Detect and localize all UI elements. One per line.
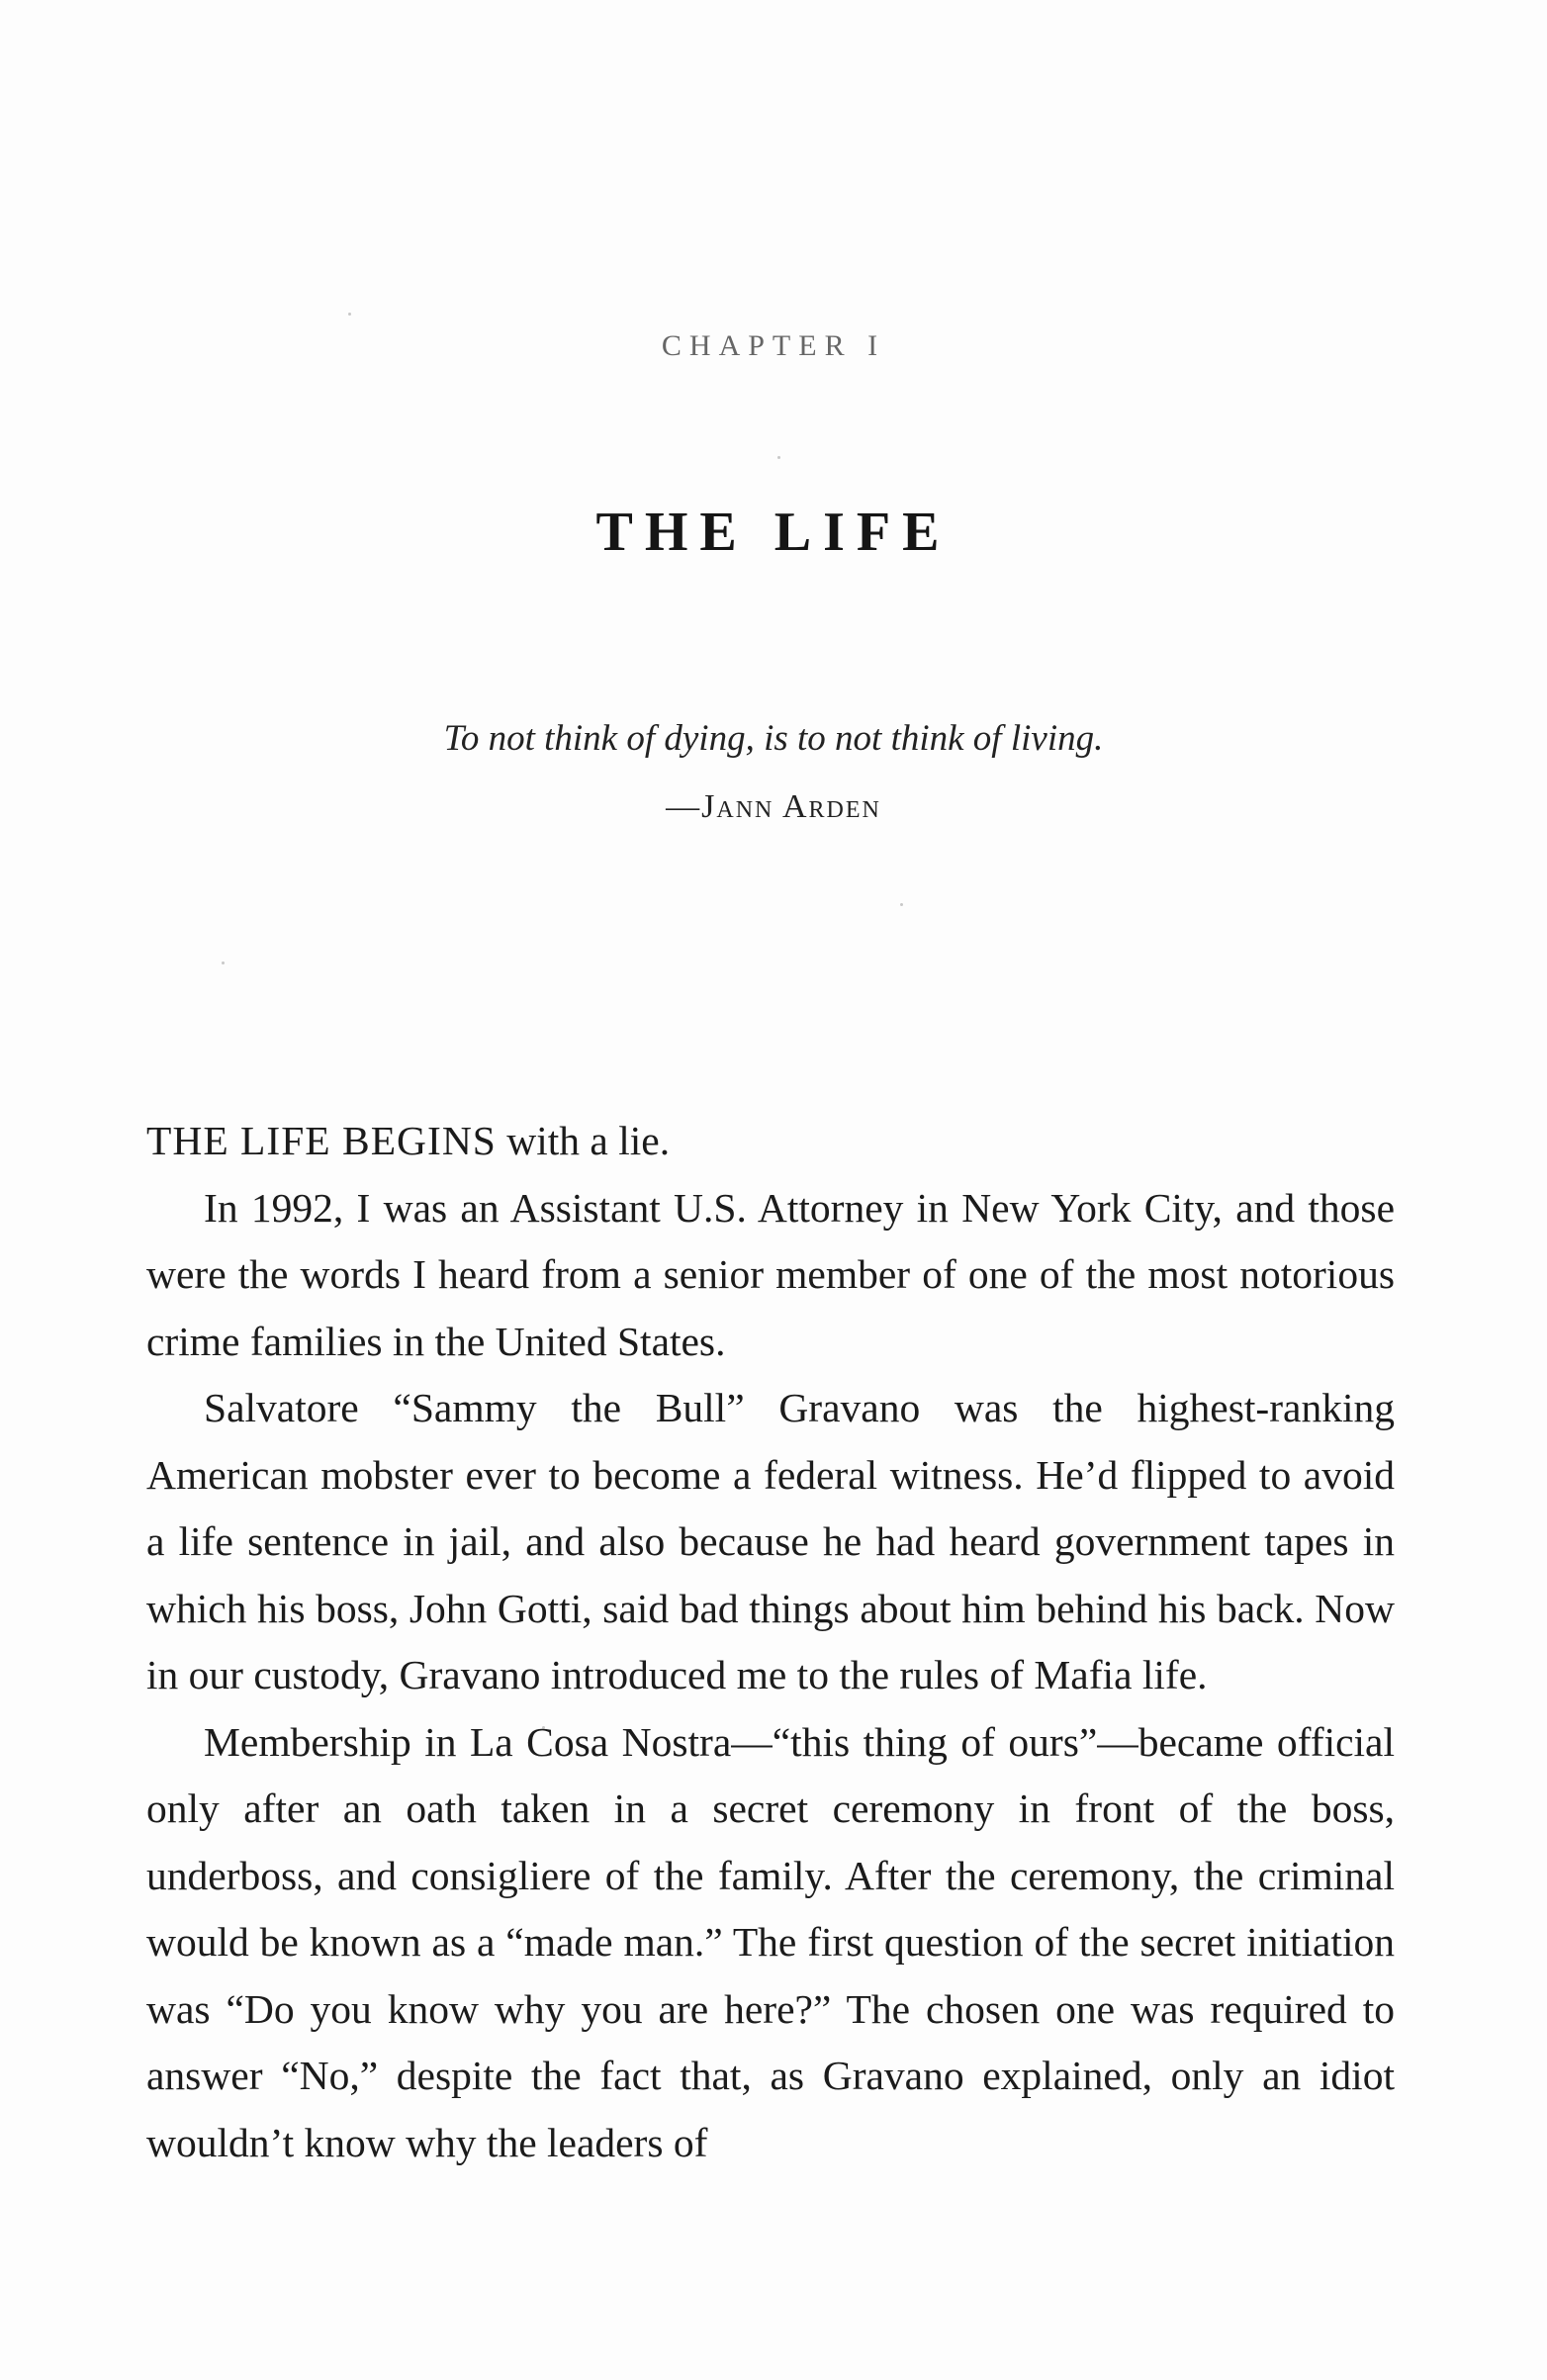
- epigraph-author: —Jann Arden: [666, 788, 881, 825]
- chapter-label: CHAPTER I: [661, 329, 886, 362]
- scan-speck: [222, 961, 225, 964]
- opening-sentence: with a lie.: [496, 1118, 671, 1163]
- body-paragraph: Salvatore “Sammy the Bull” Gravano was the highest-ranking American mobster ever to become a federal witness. He’d flipped to avoid a life sentence in jail, and also because he had heard government tapes in which his boss, John Gotti, said bad things about him behind his back. Now in our custody, Gravano introduced me to the rules of Mafia life.: [146, 1385, 1395, 1697]
- chapter-body: [146, 1108, 1395, 2176]
- scan-speck: [900, 903, 903, 906]
- epigraph-quote: To not think of dying, is to not think of living.: [443, 718, 1104, 759]
- scan-speck: [777, 456, 780, 459]
- body-paragraph: In 1992, I was an Assistant U.S. Attorney in New York City, and those were the words I heard from a senior member of one of the most notorious crime families in the United States.: [146, 1184, 1395, 1364]
- lead-in-text: THE LIFE BEGINS: [146, 1118, 497, 1163]
- body-paragraph: Membership in La Cosa Nostra—“this thing of ours”—became official only after an oath taken in a secret ceremony in front of the boss, underboss, and consigliere of the family. After the ceremony, the criminal would be known as a “made man.” The first question of the secret initiation was “Do you know why you are here?” The chosen one was required to answer “No,” despite the fact that, as Gravano explained, only an idiot wouldn’t know why the leaders of: [146, 1718, 1395, 2165]
- chapter-title: THE LIFE: [595, 502, 952, 563]
- scan-speck: [348, 313, 351, 316]
- opening-paragraph: [146, 1108, 1395, 1175]
